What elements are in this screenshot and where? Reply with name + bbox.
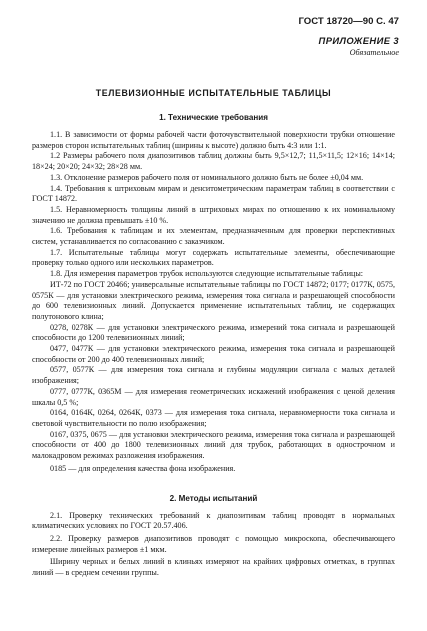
paragraph: 1.6. Требования к таблицам и их элементам, предназначенным для проверки перспективных систем, устанавливается по согласованию с заказчиком. — [32, 226, 395, 247]
paragraph: 1.4. Требования к штриховым мирам и денситометрическим параметрам таблиц в соответствии с ГОСТ 14872. — [32, 183, 395, 204]
paragraph: 0164, 0164К, 0264, 0264К, 0373 — для измерения тока сигнала, неравномерности тока сигнала и световой чувствительности по полю изображения; — [32, 408, 395, 428]
paragraph: 1.1. В зависимости от формы рабочей части фоточувствительной поверхности трубки отношение размеров сторон испытательных таблиц (ширины к высоте) должно быть 4:3 или 1:1. — [32, 130, 395, 150]
paragraph: 1.3. Отклонение размеров рабочего поля от номинального должно быть не более ±0,04 мм. — [50, 172, 364, 182]
paragraph: 2.1. Проверку технических требований к диапозитивам таблиц проводят в нормальных климатических условиях по ГОСТ 20.57.406. — [32, 510, 395, 531]
paragraph: 1.7. Испытательные таблицы могут содержать испытательные элементы, обеспечивающие проверку только одного или нескольких параметров. — [32, 247, 395, 268]
paragraph: 1.8. Для измерения параметров трубок используются следующие испытательные таблицы: — [50, 269, 364, 279]
paragraph: 2.2. Проверку размеров диапозитивов проводят с помощью микроскопа, обеспечивающего измерение линейных размеров ±1 мкм. — [32, 533, 395, 554]
paragraph: 0185 — для определения качества фона изображения. — [50, 463, 236, 473]
paragraph: 0777, 0777К, 0365М — для измерения геометрических искажений изображения с ценой деления шкалы 0,5 %; — [32, 386, 395, 407]
section-2-title: 2. Методы испытаний — [169, 493, 258, 503]
appendix-status: Обязательное — [349, 48, 399, 57]
paragraph: 1.2 Размеры рабочего поля диапозитивов таблиц должны быть 9,5×12,7; 11,5×11,5; 12×16; 14×14; 18×24; 20×20; 24×32; 28×28 мм. — [32, 151, 395, 172]
paragraph: 0577, 0577К — для измерения тока сигнала и глубины модуляции сигнала с малых деталей изображения; — [32, 365, 395, 386]
page-header: ГОСТ 18720—90 С. 47 — [298, 16, 399, 27]
document-title: ТЕЛЕВИЗИОННЫЕ ИСПЫТАТЕЛЬНЫЕ ТАБЛИЦЫ — [95, 88, 332, 98]
paragraph: 1.5. Неравномерность толщины линий в штриховых мирах по отношению к их номинальному значению не должна превышать ±10 %. — [32, 204, 395, 225]
appendix-label: ПРИЛОЖЕНИЕ 3 — [318, 35, 399, 46]
section-1-body — [32, 130, 395, 475]
section-1-title: 1. Технические требования — [159, 113, 268, 122]
paragraph: ИТ-72 по ГОСТ 20466; универсальные испытательные таблицы по ГОСТ 14872; 0177; 0177К, 0575, 0575К — для установки электрического режима, измерения тока сигнала и разрешающей способности до 600 телевизионных линий. Допускается применение испытательных таблиц, не содержащих полутонового клина; — [32, 279, 395, 321]
paragraph: 0278, 0278К — для установки электрического режима, измерений тока сигнала и разрешающей способности до 1200 телевизионных линий; — [32, 322, 395, 343]
paragraph: 0167, 0375, 0675 — для установки электрического режима, измерения тока сигнала и разрешающей способности от 400 до 1800 телевизионных линий для трубок, работающих в однострочном и малокадровом режимах разложения изображения. — [32, 429, 395, 461]
paragraph: 0477, 0477К — для установки электрического режима, измерения тока сигнала и разрешающей способности от 200 до 400 телевизионных линий; — [32, 344, 395, 364]
paragraph: Ширину черных и белых линий в клиньях измеряют на крайних цифровых отметках, в группах линий — в среднем сечении группы. — [32, 557, 395, 578]
section-2-body — [32, 511, 395, 579]
